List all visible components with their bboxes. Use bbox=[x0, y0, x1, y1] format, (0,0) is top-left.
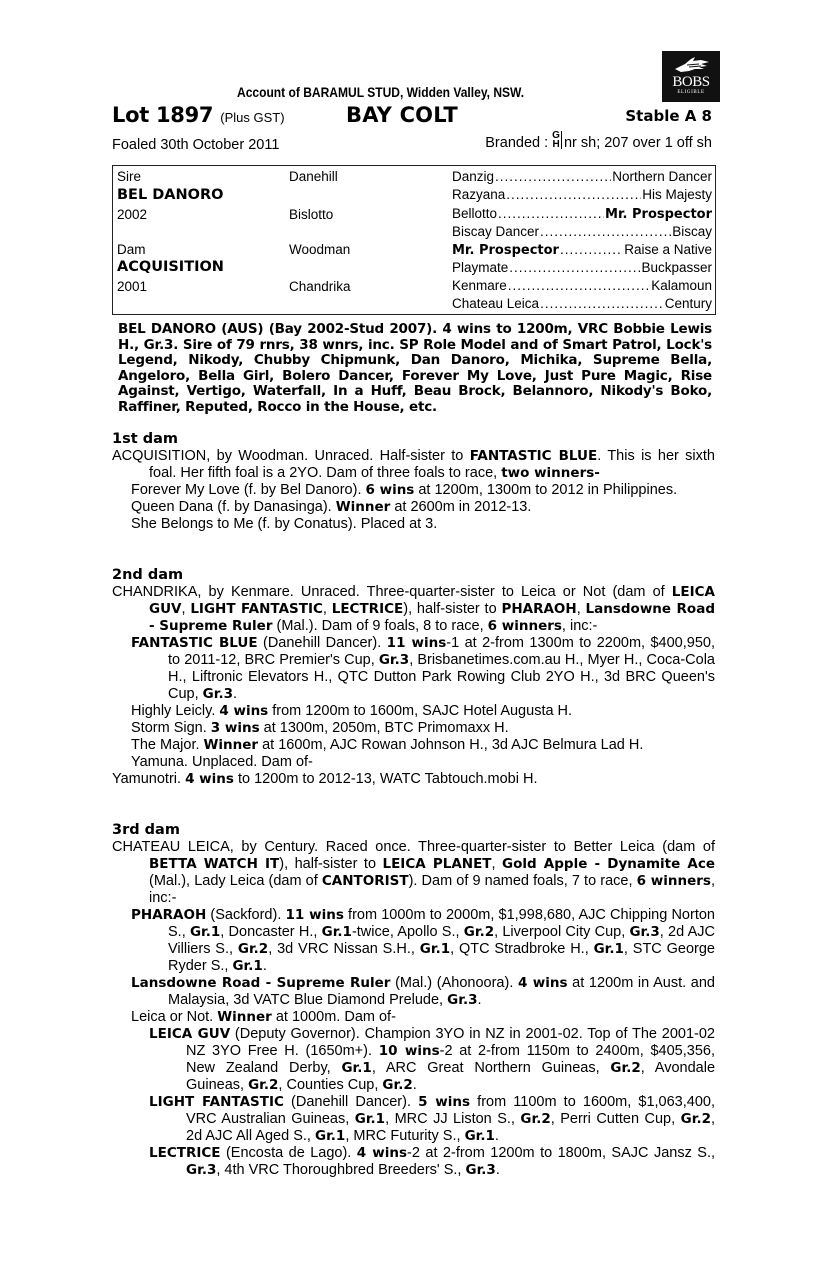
bold-text: CANTORIST bbox=[321, 873, 409, 889]
section-heading: 2nd dam bbox=[112, 567, 184, 583]
text: (Mal.), Lady Leica (dam of bbox=[149, 873, 322, 889]
vendor-account: Account of BARAMUL STUD, Widden Valley, NSW. bbox=[237, 84, 525, 100]
progeny-entry bbox=[112, 754, 715, 771]
bold-text: Gr.1 bbox=[354, 1111, 386, 1127]
bold-text: FANTASTIC BLUE bbox=[131, 635, 258, 651]
leader-dots bbox=[509, 260, 640, 275]
text: ACQUISITION, by Woodman. Unraced. Half-sister to bbox=[112, 448, 470, 464]
text: -twice, Apollo S., bbox=[351, 924, 464, 940]
progeny-entry bbox=[112, 1026, 715, 1094]
text: from 1100m to 1600m, $1,063,400, VRC Australian Guineas, bbox=[186, 1094, 715, 1127]
text: - bbox=[594, 465, 600, 481]
text: , 2d AJC Villiers S., bbox=[168, 924, 715, 957]
gen3-right: His Majesty bbox=[642, 187, 712, 202]
gst-note: (Plus GST) bbox=[220, 110, 285, 125]
text: . This is her sixth foal. Her fifth foal is a 2YO. Dam of three foals to race, bbox=[149, 448, 715, 481]
branded-info bbox=[485, 130, 712, 152]
text: , 4th VRC Thoroughbred Breeders' S., bbox=[216, 1162, 466, 1178]
bold-text: Gr.1 bbox=[464, 1128, 495, 1144]
bold-text: Gr.3 bbox=[186, 1162, 217, 1178]
text: , 3d VRC Nissan S.H., bbox=[268, 941, 420, 957]
bold-text: 6 wins bbox=[365, 482, 415, 498]
sire-label: Sire bbox=[117, 169, 142, 184]
bold-text: Gr.1 bbox=[593, 941, 624, 957]
horse-head-icon bbox=[671, 55, 711, 75]
text: , MRC JJ Liston S., bbox=[385, 1111, 521, 1127]
branded-label: Branded : bbox=[485, 134, 549, 151]
bobs-eligible-logo bbox=[662, 51, 720, 102]
gen3-right: Mr. Prospector bbox=[605, 207, 712, 222]
text: (Deputy Governor). Champion 3YO in NZ in 2001-02. Top of The 2001-02 NZ 3YO Free H. (1650m+). bbox=[186, 1026, 715, 1059]
dam-intro bbox=[112, 839, 715, 907]
dam-label: Dam bbox=[117, 242, 146, 257]
bold-text: Gr.2 bbox=[382, 1077, 413, 1093]
bold-text: 11 wins bbox=[285, 907, 344, 923]
text: . bbox=[494, 1128, 499, 1144]
gen3-right: Kalamoun bbox=[651, 278, 712, 293]
gen3-row bbox=[452, 242, 712, 258]
text: at 1300m, 2050m, BTC Primomaxx H. bbox=[259, 720, 509, 736]
text: , STC George Ryder S., bbox=[168, 941, 715, 974]
text: at 1200m, 1300m to 2012 in Philippines. bbox=[414, 482, 678, 498]
sire-sire: Danehill bbox=[289, 169, 338, 184]
bold-text: Gr.1 bbox=[232, 958, 263, 974]
dam-dam: Chandrika bbox=[289, 279, 351, 294]
bold-text: two winners bbox=[501, 465, 595, 481]
text: -2 at 2-from 1150m to 2400m, $405,356, New Zealand Derby, bbox=[186, 1043, 715, 1076]
gen3-right: Northern Dancer bbox=[612, 169, 712, 184]
text: , inc:- bbox=[149, 873, 715, 906]
text: . bbox=[477, 992, 482, 1008]
gen3-left: Danzig bbox=[452, 169, 495, 184]
branded-text: nr sh; 207 over 1 off sh bbox=[563, 134, 712, 151]
text: . bbox=[495, 1162, 500, 1178]
text: , bbox=[576, 601, 586, 617]
bold-text: Gr.1 bbox=[341, 1060, 372, 1076]
sire-summary: BEL DANORO (AUS) (Bay 2002-Stud 2007). 4 wins to 1200m, VRC Bobbie Lewis H., Gr.3. Sire of 79 rnrs, 38 wnrs, inc. SP Role Model and of Smart Patrol, Lock's Legend, Nikody, Chubby Chipmunk, Dan Danoro, Michika, Supreme Bella, Angeloro, Bella Girl, Bolero Dancer, Forever My Love, Just Pure Magic, Rise Against, Vertigo, Waterfall, In a Huff, Beau Brock, Belannoro, Nikody's Boko, Raffiner, Reputed, Rocco in the House, etc. bbox=[118, 321, 712, 415]
section-heading: 1st dam bbox=[112, 431, 178, 447]
text: , bbox=[322, 601, 332, 617]
lot-number bbox=[112, 103, 285, 127]
bold-text: 10 wins bbox=[378, 1043, 440, 1059]
section-heading: 3rd dam bbox=[112, 822, 180, 838]
gen3-row bbox=[452, 278, 712, 293]
gen3-left: Mr. Prospector bbox=[452, 243, 559, 258]
text: ), half-sister to bbox=[403, 601, 502, 617]
text: CHATEAU LEICA, by Century. Raced once. Three-quarter-sister to Better Leica (dam of bbox=[112, 839, 715, 855]
bold-text: FANTASTIC BLUE bbox=[469, 448, 598, 464]
leader-dots bbox=[495, 169, 611, 184]
gen3-row bbox=[452, 260, 712, 275]
brand-top: G bbox=[552, 130, 560, 141]
bold-text: Gr.3 bbox=[202, 686, 234, 702]
bold-text: Winner bbox=[335, 499, 391, 515]
leader-dots bbox=[508, 278, 650, 293]
text: CHANDRIKA, by Kenmare. Unraced. Three-quarter-sister to Leica or Not (dam of bbox=[112, 584, 672, 600]
progeny-entry bbox=[112, 720, 715, 737]
gen3-row bbox=[452, 206, 712, 222]
gen3-left: Chateau Leica bbox=[452, 296, 540, 311]
leader-dots bbox=[540, 224, 671, 239]
bold-text: Gr.3 bbox=[465, 1162, 496, 1178]
sire-name: BEL DANORO bbox=[117, 187, 224, 203]
progeny-entry bbox=[112, 907, 715, 975]
bold-text: Gr.2 bbox=[680, 1111, 711, 1127]
bold-text: 4 wins bbox=[518, 975, 568, 991]
bold-text: Gr.3 bbox=[447, 992, 478, 1008]
bold-text: LEICA GUV bbox=[149, 1026, 231, 1042]
text: ), half-sister to bbox=[279, 856, 383, 872]
text: from 1200m to 1600m, SAJC Hotel Augusta H. bbox=[268, 703, 573, 719]
text: Leica or Not. bbox=[131, 1009, 218, 1025]
brand-bottom: H bbox=[552, 139, 560, 150]
text: Yamuna. Unplaced. Dam of- bbox=[131, 754, 313, 770]
text: The Major. bbox=[131, 737, 204, 753]
leader-dots bbox=[498, 206, 604, 221]
bold-text: Winner bbox=[203, 737, 259, 753]
bold-text: LEICA PLANET bbox=[382, 856, 492, 872]
text: Storm Sign. bbox=[131, 720, 211, 736]
progeny-entry bbox=[112, 975, 715, 1009]
text: , QTC Stradbroke H., bbox=[450, 941, 594, 957]
bold-text: Gold Apple - Dynamite Ace bbox=[502, 856, 716, 872]
bold-text: 5 wins bbox=[418, 1094, 471, 1110]
progeny-entry bbox=[112, 1094, 715, 1145]
third-dam-section bbox=[112, 821, 715, 1179]
gen3-right: Century bbox=[664, 296, 712, 311]
foaled-date: Foaled 30th October 2011 bbox=[112, 137, 280, 153]
text: -1 at 2-from 1300m to 2200m, $400,950, to 2011-12, BRC Premier's Cup, bbox=[168, 635, 715, 668]
gen3-row bbox=[452, 169, 712, 184]
text: Queen Dana (f. by Danasinga). bbox=[131, 499, 336, 515]
text: (Danehill Dancer). bbox=[257, 635, 387, 651]
progeny-entry bbox=[112, 482, 715, 499]
progeny-entry bbox=[112, 1145, 715, 1179]
bold-text: LECTRICE bbox=[331, 601, 404, 617]
gen3-left: Bellotto bbox=[452, 206, 498, 221]
text: , Liverpool City Cup, bbox=[494, 924, 630, 940]
progeny-entry bbox=[112, 771, 715, 788]
text: at 2600m in 2012-13. bbox=[390, 499, 532, 515]
text: She Belongs to Me (f. by Conatus). Placed at 3. bbox=[131, 516, 438, 532]
gen3-row bbox=[452, 224, 712, 239]
bold-text: 4 wins bbox=[185, 771, 234, 787]
text: -2 at 2-from 1200m to 1800m, SAJC Jansz S., bbox=[407, 1145, 716, 1161]
text: Highly Leicly. bbox=[131, 703, 220, 719]
logo-text-eligible: ELIGIBLE bbox=[677, 90, 705, 95]
text: , bbox=[181, 601, 191, 617]
dam-year: 2001 bbox=[117, 279, 148, 294]
text: , Avondale Guineas, bbox=[186, 1060, 716, 1093]
text: at 1000m. Dam of- bbox=[271, 1009, 396, 1025]
dam-name: ACQUISITION bbox=[117, 259, 224, 275]
stable-location: Stable A 8 bbox=[625, 107, 712, 125]
lot-label: Lot 1897 bbox=[112, 103, 214, 127]
gen3-left: Biscay Dancer bbox=[452, 224, 540, 239]
sire-year: 2002 bbox=[117, 207, 148, 222]
bold-text: LECTRICE bbox=[149, 1145, 221, 1161]
dam-intro bbox=[112, 448, 715, 482]
bold-text: Gr.2 bbox=[237, 941, 269, 957]
gen3-right: Biscay bbox=[672, 224, 712, 239]
bold-text: LEICA GUV bbox=[149, 584, 715, 617]
pedigree-table bbox=[112, 165, 716, 315]
text: (Mal.). Dam of 9 foals, 8 to race, bbox=[272, 618, 488, 634]
dam-intro bbox=[112, 584, 715, 635]
bold-text: Gr.1 bbox=[189, 924, 221, 940]
gen3-row bbox=[452, 187, 712, 202]
text: , MRC Futurity S., bbox=[345, 1128, 465, 1144]
second-dam-section bbox=[112, 566, 715, 788]
text: , ARC Great Northern Guineas, bbox=[371, 1060, 611, 1076]
bold-text: PHARAOH bbox=[131, 907, 207, 923]
first-dam-section bbox=[112, 430, 715, 533]
bold-text: PHARAOH bbox=[501, 601, 577, 617]
progeny-entry bbox=[112, 499, 715, 516]
sire-dam: Bislotto bbox=[289, 207, 334, 222]
text: from 1000m to 2000m, $1,998,680, AJC Chipping Norton S., bbox=[168, 907, 715, 940]
lot-line bbox=[112, 103, 712, 129]
gen3-right: Raise a Native bbox=[624, 242, 712, 257]
bold-text: LIGHT FANTASTIC bbox=[190, 601, 323, 617]
bold-text: Gr.3 bbox=[378, 652, 410, 668]
gen3-right: Buckpasser bbox=[641, 260, 712, 275]
leader-dots bbox=[506, 187, 641, 202]
leader-dots bbox=[560, 242, 623, 257]
text: Forever My Love (f. by Bel Danoro). bbox=[131, 482, 366, 498]
logo-text-bobs: BOBS bbox=[672, 74, 710, 90]
text: , bbox=[491, 856, 503, 872]
bold-text: LIGHT FANTASTIC bbox=[149, 1094, 284, 1110]
bold-text: BETTA WATCH IT bbox=[149, 856, 280, 872]
bold-text: Gr.2 bbox=[520, 1111, 551, 1127]
text: , Perri Cutten Cup, bbox=[550, 1111, 681, 1127]
bold-text: 6 winners bbox=[487, 618, 562, 634]
bold-text: Lansdowne Road - Supreme Ruler bbox=[149, 601, 715, 634]
bold-text: Gr.1 bbox=[314, 1128, 346, 1144]
text: , inc:- bbox=[561, 618, 598, 634]
text: . bbox=[262, 958, 267, 974]
bold-text: Lansdowne Road - Supreme Ruler bbox=[131, 975, 391, 991]
bold-text: Gr.1 bbox=[321, 924, 352, 940]
bold-text: Gr.2 bbox=[463, 924, 495, 940]
progeny-entry bbox=[112, 737, 715, 754]
bold-text: Gr.2 bbox=[248, 1077, 279, 1093]
horse-title: BAY COLT bbox=[346, 103, 458, 127]
text: at 1200m in Aust. and Malaysia, 3d VATC Blue Diamond Prelude, bbox=[168, 975, 715, 1008]
bold-text: 3 wins bbox=[210, 720, 260, 736]
progeny-entry bbox=[112, 1009, 715, 1026]
text: (Sackford). bbox=[206, 907, 286, 923]
text: , Counties Cup, bbox=[278, 1077, 383, 1093]
progeny-entry bbox=[112, 635, 715, 703]
gen3-left: Razyana bbox=[452, 187, 506, 202]
bold-text: 6 winners bbox=[636, 873, 711, 889]
text: . bbox=[233, 686, 238, 702]
text: (Danehill Dancer). bbox=[283, 1094, 419, 1110]
bold-text: 4 wins bbox=[219, 703, 269, 719]
text: to 1200m to 2012-13, WATC Tabtouch.mobi H. bbox=[233, 771, 538, 787]
text: (Mal.) (Ahonoora). bbox=[390, 975, 519, 991]
gen3-row bbox=[452, 296, 712, 311]
bold-text: Gr.2 bbox=[610, 1060, 641, 1076]
progeny-entry bbox=[112, 703, 715, 720]
brand-mark-icon bbox=[552, 131, 562, 149]
bold-text: Gr.1 bbox=[419, 941, 451, 957]
text: Yamunotri. bbox=[112, 771, 186, 787]
text: , Brisbanetimes.com.au H., Myer H., Coca-Cola H., Liftronic Elevators H., QTC Dutton Park Rowing Club 2YO H., 3d BRC Queen's Cup, bbox=[168, 652, 716, 702]
leader-dots bbox=[540, 296, 664, 311]
bold-text: Winner bbox=[217, 1009, 272, 1025]
bold-text: 4 wins bbox=[356, 1145, 408, 1161]
text: . bbox=[412, 1077, 417, 1093]
text: at 1600m, AJC Rowan Johnson H., 3d AJC Belmura Lad H. bbox=[258, 737, 644, 753]
text: , Doncaster H., bbox=[220, 924, 322, 940]
text: ). Dam of 9 named foals, 7 to race, bbox=[408, 873, 637, 889]
gen3-left: Playmate bbox=[452, 260, 509, 275]
gen3-left: Kenmare bbox=[452, 278, 507, 293]
text: , 2d AJC All Aged S., bbox=[186, 1111, 715, 1144]
dam-sire: Woodman bbox=[289, 242, 351, 257]
bold-text: Gr.3 bbox=[629, 924, 660, 940]
text: (Encosta de Lago). bbox=[220, 1145, 357, 1161]
bold-text: 11 wins bbox=[386, 635, 447, 651]
progeny-entry bbox=[112, 516, 715, 533]
